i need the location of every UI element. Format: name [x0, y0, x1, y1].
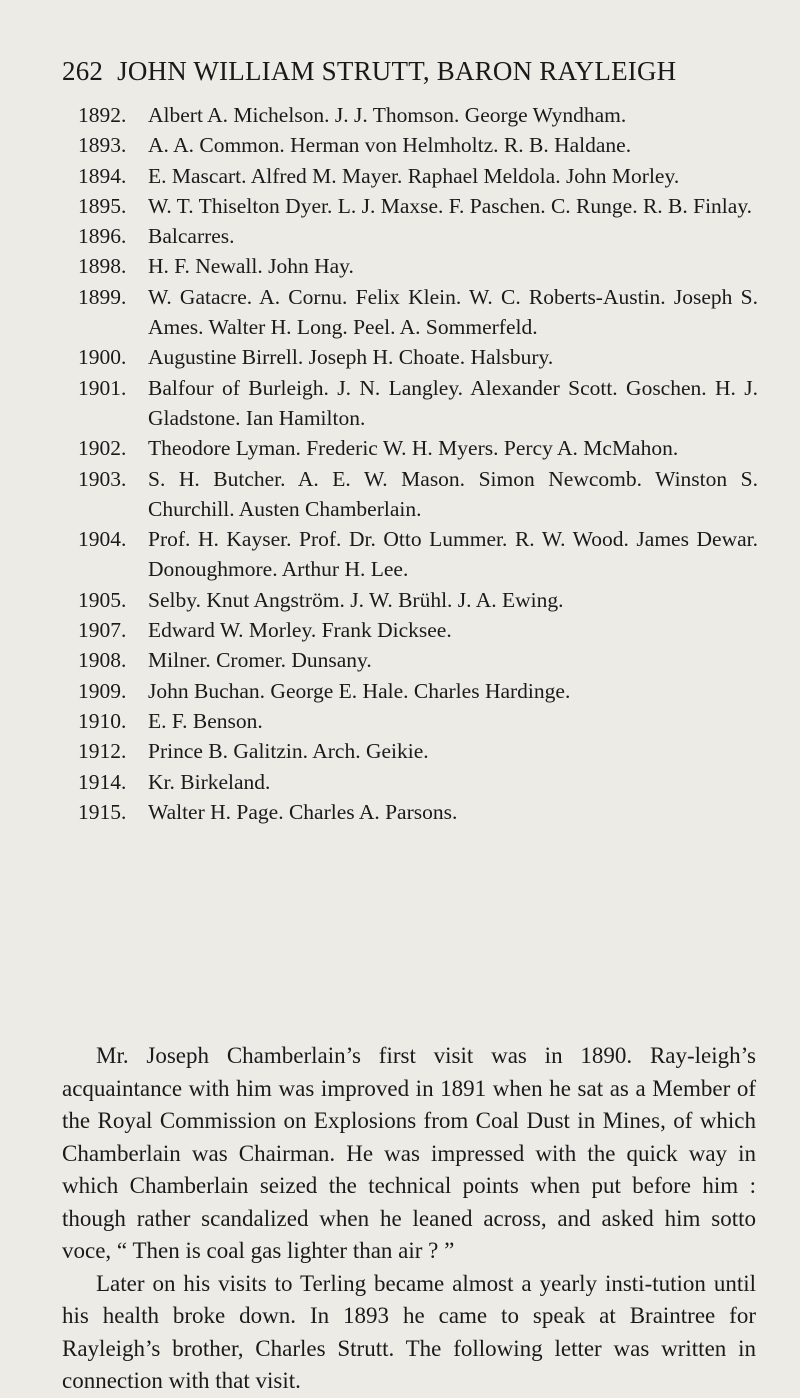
visitor-entry — [78, 130, 758, 160]
visitor-entry — [78, 191, 758, 221]
entry-names: E. F. Benson. — [148, 708, 263, 733]
entry-names: Prof. H. Kayser. Prof. Dr. Otto Lummer. R. W. Wood. James Dewar. Donoughmore. Arthur H. Lee. — [148, 527, 758, 582]
page-number: 262 — [62, 56, 104, 86]
visitor-entry — [78, 373, 758, 434]
entry-year: 1914. — [78, 769, 127, 794]
visitor-entry — [78, 797, 758, 827]
entry-year: 1907. — [78, 618, 127, 643]
visitor-entry — [78, 585, 758, 615]
entry-year: 1896. — [78, 224, 127, 249]
entry-year: 1903. — [78, 466, 127, 491]
visitor-entry — [78, 736, 758, 766]
visitor-entry — [78, 161, 758, 191]
body-text — [62, 1040, 756, 1398]
entry-names: S. H. Butcher. A. E. W. Mason. Simon Newcomb. Winston S. Churchill. Austen Chamberlain. — [148, 466, 758, 521]
entry-names: Kr. Birkeland. — [148, 769, 271, 794]
visitor-list — [78, 100, 758, 827]
entry-year: 1910. — [78, 708, 127, 733]
entry-year: 1893. — [78, 133, 127, 158]
visitor-entry — [78, 433, 758, 463]
entry-names: W. T. Thiselton Dyer. L. J. Maxse. F. Paschen. C. Runge. R. B. Finlay. — [148, 193, 753, 218]
entry-year: 1900. — [78, 345, 127, 370]
entry-names: Walter H. Page. Charles A. Parsons. — [148, 799, 458, 824]
entry-names: E. Mascart. Alfred M. Mayer. Raphael Meldola. John Morley. — [148, 163, 680, 188]
entry-year: 1915. — [78, 799, 127, 824]
entry-year: 1898. — [78, 254, 127, 279]
entry-names: Prince B. Galitzin. Arch. Geikie. — [148, 739, 429, 764]
entry-names: Albert A. Michelson. J. J. Thomson. George Wyndham. — [148, 103, 627, 127]
visitor-entry — [78, 464, 758, 525]
entry-year: 1895. — [78, 193, 127, 218]
visitor-entry — [78, 342, 758, 372]
entry-year: 1909. — [78, 678, 127, 703]
visitor-entry — [78, 615, 758, 645]
entry-names: John Buchan. George E. Hale. Charles Hardinge. — [148, 678, 571, 703]
visitor-entry — [78, 524, 758, 585]
running-head — [62, 56, 752, 87]
entry-year: 1894. — [78, 163, 127, 188]
paragraph: Mr. Joseph Chamberlain’s first visit was in 1890. Ray-leigh’s acquaintance with him was improved in 1891 when he sat as a Member of the Royal Commission on Explosions from Coal Dust in Mines, of which Chamberlain was Chairman. He was impressed with the quick way in which Chamberlain seized the technical points when put before him : though rather scandalized when he leaned across, and asked him sotto voce, “ Then is coal gas lighter than air ? ” — [62, 1043, 756, 1263]
entry-year: 1892. — [78, 103, 127, 127]
entry-names: Milner. Cromer. Dunsany. — [148, 648, 372, 673]
visitor-entry — [78, 221, 758, 251]
visitor-entry — [78, 251, 758, 281]
visitor-entry — [78, 100, 758, 130]
entry-names: Selby. Knut Angström. J. W. Brühl. J. A. Ewing. — [148, 587, 564, 612]
entry-year: 1902. — [78, 436, 127, 461]
entry-names: H. F. Newall. John Hay. — [148, 254, 354, 279]
entry-year: 1912. — [78, 739, 127, 764]
entry-year: 1901. — [78, 375, 127, 400]
visitor-entry — [78, 706, 758, 736]
running-title: JOHN WILLIAM STRUTT, BARON RAYLEIGH — [117, 56, 677, 86]
entry-names: Edward W. Morley. Frank Dicksee. — [148, 618, 452, 643]
entry-year: 1904. — [78, 527, 127, 552]
entry-year: 1908. — [78, 648, 127, 673]
entry-year: 1905. — [78, 587, 127, 612]
visitor-entry — [78, 767, 758, 797]
entry-names: Balfour of Burleigh. J. N. Langley. Alexander Scott. Goschen. H. J. Gladstone. Ian Hamilton. — [148, 375, 758, 430]
visitor-entry — [78, 645, 758, 675]
entry-names: Augustine Birrell. Joseph H. Choate. Halsbury. — [148, 345, 554, 370]
visitor-entry — [78, 676, 758, 706]
entry-names: W. Gatacre. A. Cornu. Felix Klein. W. C. Roberts-Austin. Joseph S. Ames. Walter H. Long. Peel. A. Sommerfeld. — [148, 284, 758, 340]
entry-names: Theodore Lyman. Frederic W. H. Myers. Percy A. McMahon. — [148, 436, 679, 461]
paragraph: Later on his visits to Terling became almost a yearly insti-tution until his health broke down. In 1893 he came to speak at Braintree for Rayleigh’s brother, Charles Strutt. The following letter was written in connection with that visit. — [62, 1270, 756, 1393]
entry-year: 1899. — [78, 284, 127, 309]
visitor-entry — [78, 282, 758, 343]
entry-names: A. A. Common. Herman von Helmholtz. R. B. Haldane. — [148, 133, 632, 158]
entry-names: Balcarres. — [148, 224, 235, 249]
